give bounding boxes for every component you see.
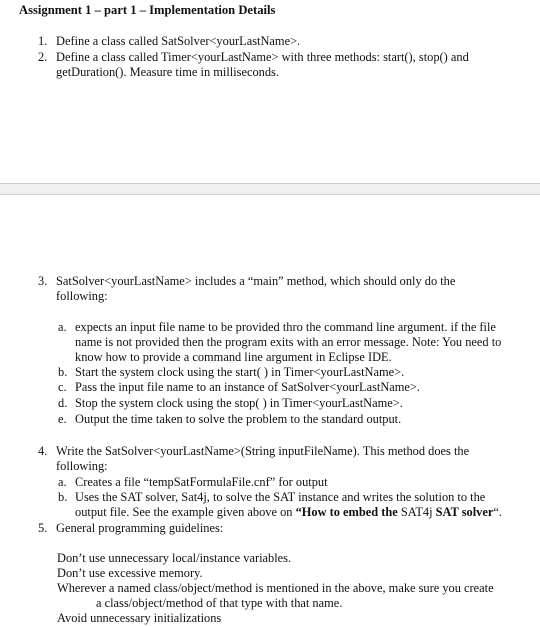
sub-item-text (75, 365, 404, 380)
text-line (75, 505, 502, 520)
sub-item-text (75, 380, 420, 395)
sub-item-letter: a. (58, 320, 67, 334)
guideline-line: Wherever a named class/object/method is mentioned in the above, make sure you create (57, 581, 494, 595)
item-number: 4. (38, 444, 48, 458)
guideline-line: Don’t use excessive memory. (57, 566, 203, 580)
guideline-line: Don’t use unnecessary local/instance variables. (57, 551, 292, 565)
sub-item-text (75, 475, 328, 490)
item-text (56, 34, 300, 49)
text-line: name is not provided then the program exits with an error message. Note: You need to (75, 335, 502, 349)
text-line: expects an input file name to be provided thro the command line argument. if the file (75, 320, 496, 334)
text-line: Output the time taken to solve the problem to the standard output. (75, 412, 402, 426)
sub-item-letter: c. (58, 380, 67, 394)
text-line: Uses the SAT solver, Sat4j, to solve the SAT instance and writes the solution to the (75, 490, 486, 504)
item-text (56, 521, 223, 536)
page-break (0, 183, 540, 195)
guidelines-list (57, 551, 494, 626)
text-line: Start the system clock using the start( ) in Timer<yourLastName>. (75, 365, 405, 379)
item-text (56, 444, 469, 474)
bold-text: SAT solver (435, 505, 494, 519)
text-line: SatSolver<yourLastName> includes a “main” method, which should only do the (56, 274, 456, 288)
sub-item-letter: d. (58, 396, 68, 410)
item-text (56, 50, 469, 80)
document-page-top (0, 0, 540, 183)
sub-item-text (75, 490, 502, 520)
item-number: 1. (38, 34, 48, 48)
item-number: 5. (38, 521, 48, 535)
text-segment: SAT4j (397, 505, 436, 519)
page-title: Assignment 1 – part 1 – Implementation Details (19, 3, 276, 17)
bold-text: “How to embed the (295, 505, 398, 519)
item-number: 2. (38, 50, 48, 64)
text-line: Pass the input file name to an instance of SatSolver<yourLastName>. (75, 380, 421, 394)
text-line: General programming guidelines: (56, 521, 224, 535)
text-line: know how to provide a command line argument in Eclipse IDE. (75, 350, 392, 364)
text-line: following: (56, 459, 108, 473)
text-segment: “. (493, 505, 502, 519)
text-line: Stop the system clock using the stop( ) in Timer<yourLastName>. (75, 396, 403, 410)
sub-item-letter: e. (58, 412, 67, 426)
sub-item-letter: b. (58, 365, 68, 379)
sub-item-letter: a. (58, 475, 67, 489)
sub-item-letter: b. (58, 490, 68, 504)
text-line: following: (56, 289, 108, 303)
sub-item-text (75, 396, 403, 411)
guideline-line: a class/object/method of that type with that name. (96, 596, 343, 610)
item-text (56, 274, 455, 304)
text-segment: output file. See the example given above on (75, 505, 296, 519)
text-line: Write the SatSolver<yourLastName>(String inputFileName). This method does the (56, 444, 470, 458)
guideline-line: Avoid unnecessary initializations (57, 611, 222, 625)
text-line: getDuration(). Measure time in milliseconds. (56, 65, 279, 79)
text-line: Define a class called Timer<yourLastName> with three methods: start(), stop() and (56, 50, 469, 64)
sub-item-text (75, 412, 401, 427)
sub-item-text (75, 320, 501, 365)
text-line: Creates a file “tempSatFormulaFile.cnf” for output (75, 475, 328, 489)
item-number: 3. (38, 274, 48, 288)
text-line: Define a class called SatSolver<yourLastName>. (56, 34, 301, 48)
